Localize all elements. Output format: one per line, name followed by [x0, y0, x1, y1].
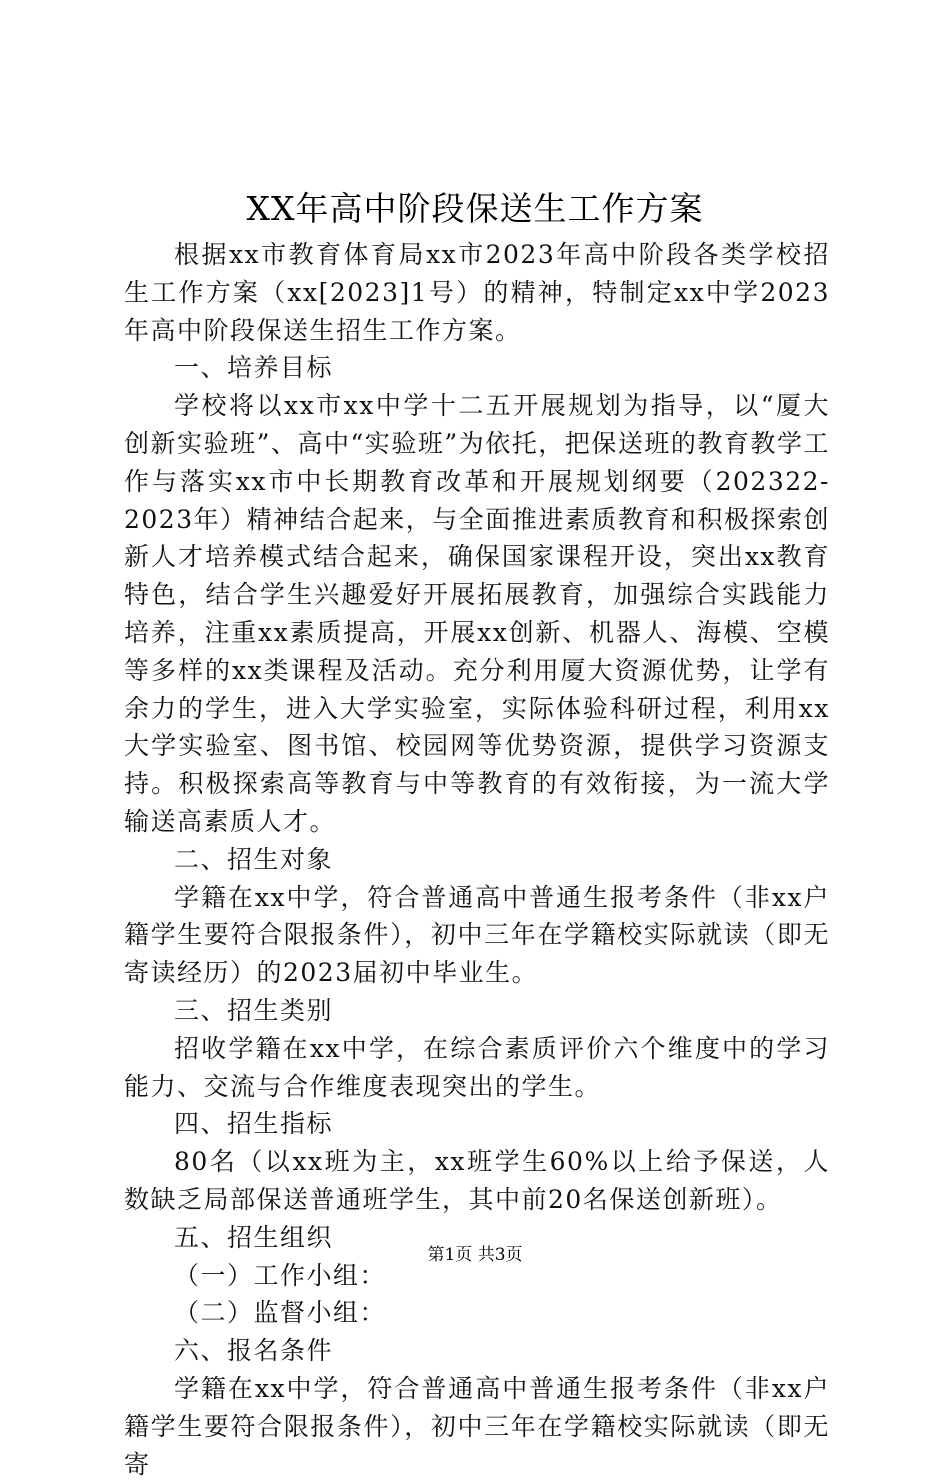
section-heading-enrollment-quota: 四、招生指标 — [174, 1109, 334, 1139]
paragraph-training-goals: 学校将以xx市xx中学十二五开展规划为指导，以“厦大创新实验班”、高中“实验班”为依托，把保送班的教育教学工作与落实xx市中长期教育改革和开展规划纲要（202322-2023年）精神结合起来，与全面推进素质教育和积极探索创新人才培养模式结合起来，确保国家课程开设，突出xx教育特色，结合学生兴趣爱好开展拓展教育，加强综合实践能力培养，注重xx素质提高，开展xx创新、机器人、海模、空模等多样的xx类课程及活动。充分利用厦大资源优势，让学有余力的学生，进入大学实验室，实际体验科研过程，利用xx大学实验室、图书馆、校园网等优势资源，提供学习资源支持。积极探索高等教育与中等教育的有效衔接，为一流大学输送高素质人才。 — [124, 391, 830, 836]
section-heading-enrollment-category: 三、招生类别 — [174, 995, 334, 1025]
subsection-supervision-group: （二）监督小组： — [174, 1298, 387, 1328]
paragraph-enrollment-category: 招收学籍在xx中学，在综合素质评价六个维度中的学习能力、交流与合作维度表现突出的学生。 — [124, 1033, 830, 1101]
section-heading-enrollment-organization: 五、招生组织 — [174, 1222, 334, 1252]
paragraph-enrollment-targets: 学籍在xx中学，符合普通高中普通生报考条件（非xx户籍学生要符合限报条件），初中三年在学籍校实际就读（即无寄读经历）的2023届初中毕业生。 — [124, 882, 830, 988]
section-heading-training-goals: 一、培养目标 — [174, 353, 334, 383]
section-heading-registration-conditions: 六、报名条件 — [174, 1336, 334, 1366]
paragraph-registration-conditions: 学籍在xx中学，符合普通高中普通生报考条件（非xx户籍学生要符合限报条件），初中三年在学籍校实际就读（即无寄 — [124, 1373, 830, 1479]
section-heading-enrollment-targets: 二、招生对象 — [174, 844, 334, 874]
document-title: XX年高中阶段保送生工作方案 — [246, 189, 704, 228]
page-footer: 第1页 共3页 — [427, 1245, 523, 1265]
paragraph-intro: 根据xx市教育体育局xx市2023年高中阶段各类学校招生工作方案（xx[2023]1号）的精神，特制定xx中学2023年高中阶段保送生招生工作方案。 — [124, 240, 830, 345]
document-body — [124, 236, 830, 1483]
subsection-working-group: （一）工作小组： — [174, 1260, 387, 1290]
paragraph-enrollment-quota: 80名（以xx班为主，xx班学生60%以上给予保送，人数缺乏局部保送普通班学生，其中前20名保送创新班）。 — [124, 1147, 830, 1214]
